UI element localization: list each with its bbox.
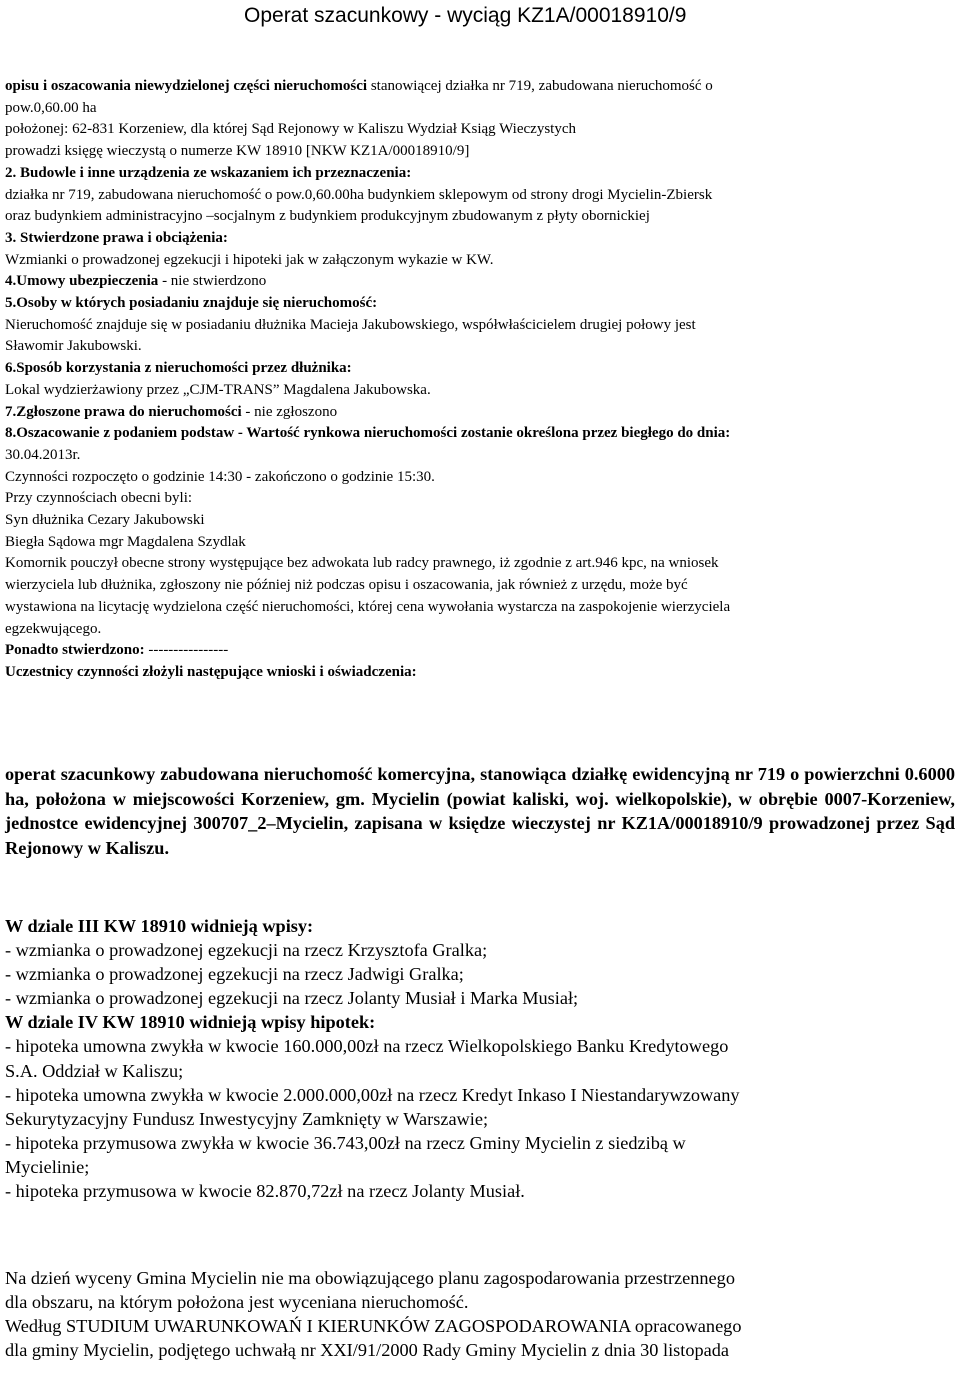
- kw3-heading: W dziale III KW 18910 widnieją wpisy:: [5, 916, 314, 936]
- plan-line: Według STUDIUM UWARUNKOWAŃ I KIERUNKÓW ZAGOSPODAROWANIA opracowanego: [5, 1316, 742, 1337]
- kw3-item: - wzmianka o prowadzonej egzekucji na rzecz Jolanty Musiał i Marka Musiał;: [5, 988, 579, 1009]
- intro-line-3: położonej: 62-831 Korzeniew, dla której Sąd Rejonowy w Kaliszu Wydział Ksiąg Wieczystych: [5, 121, 576, 138]
- activity-present: Przy czynnościach obecni byli:: [5, 490, 193, 507]
- activity-person-1: Syn dłużnika Cezary Jakubowski: [5, 512, 205, 529]
- notice-line-2: wierzyciela lub dłużnika, zgłoszony nie później niż podczas opisu i oszacowania, jak również z urzędu, może być: [5, 577, 688, 594]
- kw3-item: - wzmianka o prowadzonej egzekucji na rzecz Jadwigi Gralka;: [5, 964, 464, 985]
- kw4-line: S.A. Oddział w Kaliszu;: [5, 1060, 184, 1081]
- s7-line: [5, 402, 955, 424]
- zoning-section: [5, 1266, 960, 1362]
- intro-line-2: pow.0,60.00 ha: [5, 99, 97, 116]
- s5-heading: 5.Osoby w których posiadaniu znajduje się nieruchomość:: [5, 295, 378, 312]
- kw4-line: Sekurytyzacyjny Fundusz Inwestycyjny Zamknięty w Warszawie;: [5, 1108, 489, 1129]
- also-line: [5, 640, 955, 662]
- page-title: Operat szacunkowy - wyciąg KZ1A/00018910/9: [244, 4, 687, 27]
- kw4-heading: W dziale IV KW 18910 widnieją wpisy hipotek:: [5, 1012, 376, 1033]
- kw-entries-section: [5, 914, 960, 1203]
- plan-line: dla obszaru, na którym położona jest wyceniana nieruchomość.: [5, 1292, 469, 1313]
- s7-rest: - nie zgłoszono: [241, 403, 338, 420]
- kw4-line: - hipoteka przymusowa w kwocie 82.870,72zł na rzecz Jolanty Musiał.: [5, 1181, 525, 1202]
- protocol-section: [5, 76, 955, 684]
- participants-heading: Uczestnicy czynności złożyli następujące wnioski i oświadczenia:: [5, 663, 417, 680]
- s7-bold: 7.Zgłoszone prawa do nieruchomości: [5, 403, 242, 420]
- s2-heading: 2. Budowle i inne urządzenia ze wskazaniem ich przeznaczenia:: [5, 164, 412, 181]
- plan-line: dla gminy Mycielin, podjętego uchwałą nr XXI/91/2000 Rady Gminy Mycielin z dnia 30 listopada: [5, 1340, 730, 1361]
- activity-time: Czynności rozpoczęto o godzinie 14:30 - zakończono o godzinie 15:30.: [5, 468, 435, 485]
- s5-line-1: Nieruchomość znajduje się w posiadaniu dłużnika Macieja Jakubowskiego, współwłaścicielem drugiej połowy jest: [5, 316, 696, 333]
- notice-line-4: egzekwującego.: [5, 620, 102, 637]
- kw4-line: Mycielinie;: [5, 1156, 90, 1177]
- kw4-line: - hipoteka przymusowa zwykła w kwocie 36.743,00zł na rzecz Gminy Mycielin z siedzibą w: [5, 1132, 686, 1153]
- intro-line-4: prowadzi księgę wieczystą o numerze KW 18910 [NKW KZ1A/00018910/9]: [5, 143, 470, 160]
- s8-heading: 8.Oszacowanie z podaniem podstaw - Wartość rynkowa nieruchomości zostanie określona przez biegłego do dnia:: [5, 425, 731, 442]
- s3-line-1: Wzmianki o prowadzonej egzekucji i hipoteki jak w załączonym wykazie w KW.: [5, 251, 494, 268]
- s8-line-1: 30.04.2013r.: [5, 446, 81, 463]
- s2-line-1: działka nr 719, zabudowana nieruchomość o pow.0,60.00ha budynkiem sklepowym od strony drogi Mycielin-Zbiersk: [5, 186, 713, 203]
- also-bold: Ponadto stwierdzono:: [5, 642, 145, 659]
- notice-line-3: wystawiona na licytację wydzielona część nieruchomości, której cena wywołania wystarcza na zaspokojenie wierzyciela: [5, 598, 731, 615]
- s4-line: [5, 271, 955, 293]
- kw4-line: - hipoteka umowna zwykła w kwocie 2.000.000,00zł na rzecz Kredyt Inkaso I Niestandarywzowany: [5, 1084, 740, 1105]
- s4-bold: 4.Umowy ubezpieczenia: [5, 273, 159, 290]
- kw3-item: - wzmianka o prowadzonej egzekucji na rzecz Krzysztofa Gralka;: [5, 940, 488, 961]
- kw4-line: - hipoteka umowna zwykła w kwocie 160.000,00zł na rzecz Wielkopolskiego Banku Kredytowego: [5, 1036, 729, 1057]
- also-rest: ----------------: [144, 642, 229, 659]
- intro-rest: stanowiącej działka nr 719, zabudowana nieruchomość o: [367, 78, 713, 94]
- s5-line-2: Sławomir Jakubowski.: [5, 338, 142, 355]
- notice-line-1: Komornik pouczył obecne strony występujące bez adwokata lub radcy prawnego, iż zgodnie z art.946 kpc, na wniosek: [5, 555, 719, 572]
- summary-paragraph: operat szacunkowy zabudowana nieruchomość komercyjna, stanowiąca działkę ewidencyjną nr 719 o powierzchni 0.6000 ha, położona w miejscowości Korzeniew, gm. Mycielin (powiat kaliski, woj. wielkopolskie), w obrębie 0007-Korzeniew, jednostce ewidencyjnej 300707_2–Mycielin, zapisana w księdze wieczystej nr KZ1A/00018910/9 prowadzonej przez Sąd Rejonowy w Kaliszu.: [5, 764, 955, 858]
- s6-heading: 6.Sposób korzystania z nieruchomości przez dłużnika:: [5, 360, 352, 377]
- plan-line: Na dzień wyceny Gmina Mycielin nie ma obowiązującego planu zagospodarowania przestrzennego: [5, 1268, 735, 1288]
- intro-line-1: [5, 76, 955, 98]
- s2-line-2: oraz budynkiem administracyjno –socjalnym z budynkiem produkcyjnym zbudowanym z płyty obornickiej: [5, 208, 650, 225]
- s6-line-1: Lokal wydzierżawiony przez „CJM-TRANS” Magdalena Jakubowska.: [5, 381, 431, 398]
- intro-bold: opisu i oszacowania niewydzielonej części nieruchomości: [5, 78, 368, 94]
- activity-person-2: Biegła Sądowa mgr Magdalena Szydlak: [5, 533, 246, 550]
- s4-rest: - nie stwierdzono: [158, 273, 267, 290]
- s3-heading: 3. Stwierdzone prawa i obciążenia:: [5, 229, 228, 246]
